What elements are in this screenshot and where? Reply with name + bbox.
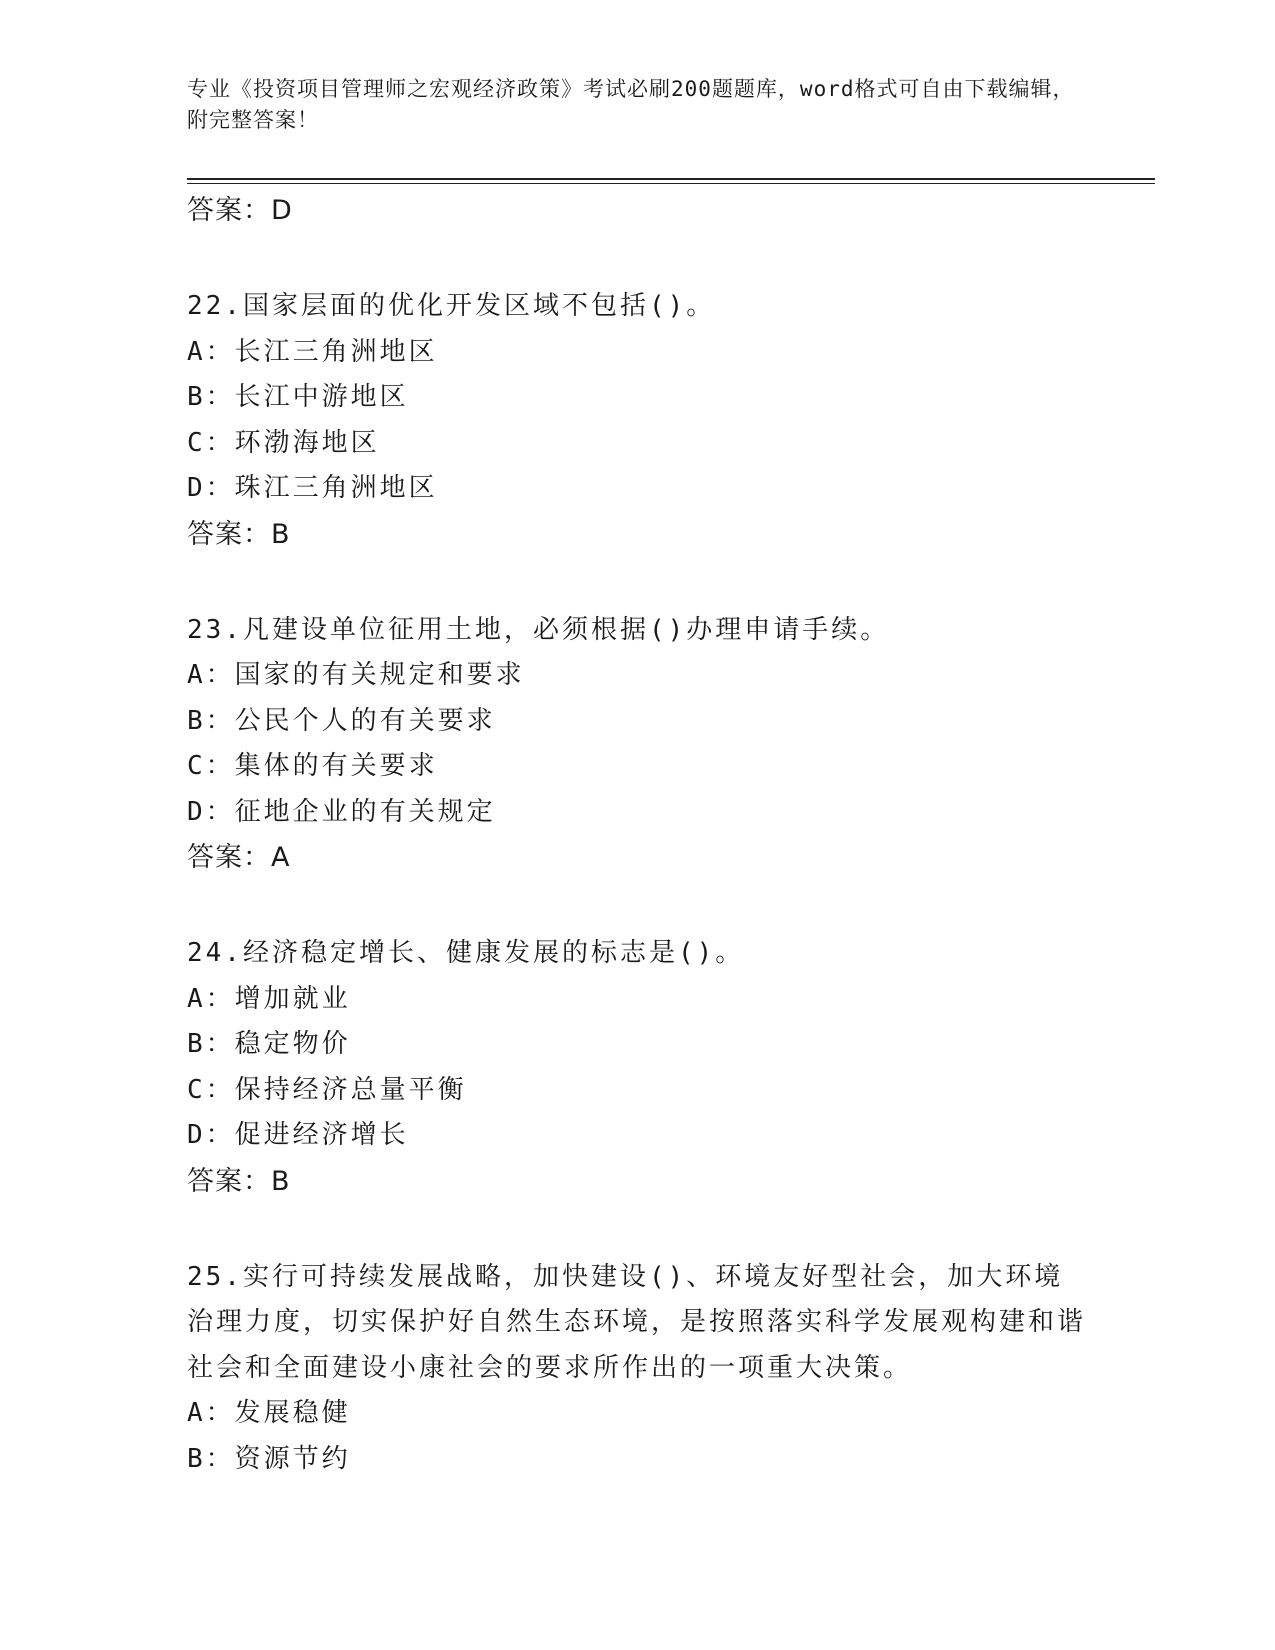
question-22-option-b: B：长江中游地区 xyxy=(187,382,409,412)
question-23-option-c: C：集体的有关要求 xyxy=(187,751,438,781)
answer-24: 答案：B xyxy=(187,1165,291,1197)
question-24-option-b: B：稳定物价 xyxy=(187,1029,351,1059)
question-23-option-a: A：国家的有关规定和要求 xyxy=(187,660,525,690)
question-22-option-a: A：长江三角洲地区 xyxy=(187,336,438,367)
question-25-option-a: A：发展稳健 xyxy=(187,1398,351,1428)
question-24-option-d: D：促进经济增长 xyxy=(187,1120,409,1150)
question-23-option-d: D：征地企业的有关规定 xyxy=(187,796,496,827)
question-block-25 xyxy=(187,1255,1087,1483)
answer-23: 答案：A xyxy=(187,842,291,873)
question-block-24 xyxy=(187,931,1087,1204)
question-22-option-c: C：环渤海地区 xyxy=(187,427,380,458)
header-rule-thick xyxy=(187,178,1155,180)
question-25-option-b: B：资源节约 xyxy=(187,1443,351,1474)
document-header: 专业《投资项目管理师之宏观经济政策》考试必刷200题题库，word格式可自由下载编辑，附完整答案！ xyxy=(187,77,1075,132)
question-23-option-b: B：公民个人的有关要求 xyxy=(187,705,496,736)
question-23-text: 23.凡建设单位征用土地，必须根据()办理申请手续。 xyxy=(187,614,890,645)
question-block-22 xyxy=(187,284,1087,557)
question-24-text: 24.经济稳定增长、健康发展的标志是()。 xyxy=(187,938,745,968)
question-24-option-c: C：保持经济总量平衡 xyxy=(187,1074,467,1105)
question-block-23 xyxy=(187,608,1087,881)
question-22-text: 22.国家层面的优化开发区域不包括()。 xyxy=(187,291,716,321)
answer-22: 答案：B xyxy=(187,518,291,550)
question-25-text: 25.实行可持续发展战略，加快建设()、环境友好型社会，加大环境治理力度，切实保护好自然生态环境，是按照落实科学发展观构建和谐社会和全面建设小康社会的要求所作出的一项重大决策。 xyxy=(187,1261,1087,1383)
header-rule-thin xyxy=(187,183,1155,184)
question-22-option-d: D：珠江三角洲地区 xyxy=(187,473,438,503)
answer-21: 答案：D xyxy=(187,195,293,226)
question-24-option-a: A：增加就业 xyxy=(187,983,351,1014)
question-list xyxy=(187,188,1087,1482)
